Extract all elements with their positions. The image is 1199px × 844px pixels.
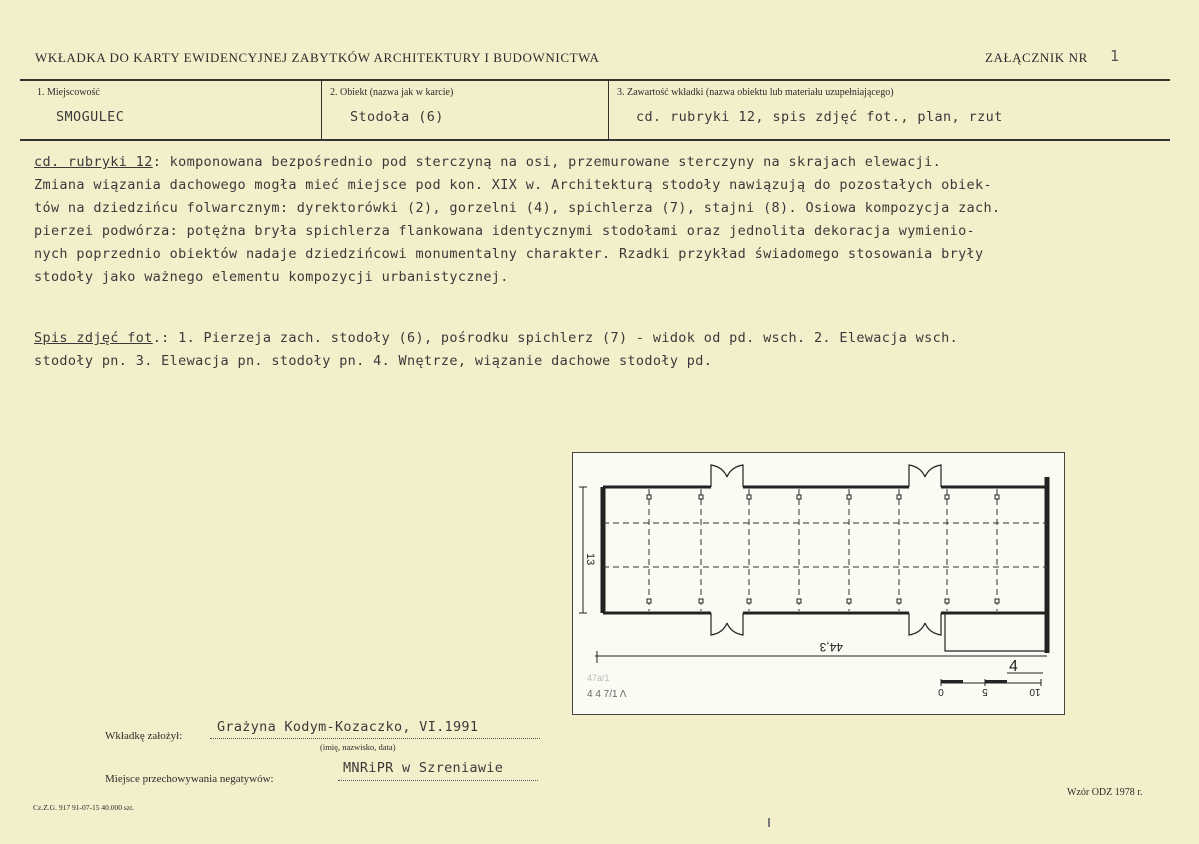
- handwritten-note: 47a/1: [587, 673, 610, 683]
- description-paragraph: [34, 151, 1000, 289]
- post-markers: [647, 495, 999, 603]
- text-line: stodoły jako ważnego elementu kompozycji urbanistycznej.: [34, 269, 509, 285]
- attachment-label: ZAŁĄCZNIK NR: [985, 50, 1088, 65]
- founder-label: Wkładkę założył:: [105, 730, 183, 742]
- location-value: SMOGULEC: [56, 109, 125, 125]
- negatives-label: Miejsce przechowywania negatywów:: [105, 773, 274, 785]
- print-info: Cz.Z.G. 917 91-07-15 40.000 szt.: [33, 803, 135, 812]
- text-line: tów na dziedzińcu folwarcznym: dyrektorówki (2), gorzelni (4), spichlerza (7), stajni (8). Osiowa kompozycja zach.: [34, 200, 1001, 216]
- scale-label: 0: [938, 686, 944, 697]
- text-line: cd. rubryki 12: komponowana bezpośrednio pod sterczyną na osi, przemurowane sterczyny na skrajach elewacji.: [34, 154, 942, 170]
- handwritten-note: 4 4 7/1 Λ: [587, 689, 627, 700]
- punch-mark: [768, 818, 770, 827]
- text-line: pierzei podwórza: potężna bryła spichlerza flankowana identycznymi stodołami oraz jednolita dekoracja wymienio-: [34, 223, 976, 239]
- scale-label: 10: [1029, 686, 1041, 697]
- founder-caption: (imię, nazwisko, data): [320, 742, 396, 752]
- floor-plan-drawing: [572, 452, 1065, 715]
- negatives-value: MNRiPR w Szreniawie: [343, 760, 504, 776]
- floor-plan-svg: [573, 453, 1064, 714]
- text-line: nych poprzednio obiektów nadaje dziedzińcowi monumentalny charakter. Rzadki przykład świadomego stosowania bryły: [34, 246, 984, 262]
- scale-mark: 4: [1009, 658, 1018, 675]
- photo-list-paragraph: [34, 327, 958, 373]
- text-line: Spis zdjęć fot.: 1. Pierzeja zach. stodoły (6), pośrodku spichlerz (7) - widok od pd. wsch. 2. Elewacja wsch.: [34, 330, 959, 346]
- annex-outline: [945, 613, 1047, 651]
- field-divider: [608, 80, 609, 139]
- text-line: Zmiana wiązania dachowego mogła mieć miejsce pod kon. XIX w. Architekturą stodoły nawiązują do pozostałych obiek-: [34, 177, 992, 193]
- text-line: stodoły pn. 3. Elewacja pn. stodoły pn. 4. Wnętrze, wiązanie dachowe stodoły pd.: [34, 353, 713, 369]
- content-label: 3. Zawartość wkładki (nazwa obiektu lub materiału uzupełniającego): [617, 87, 894, 98]
- header-rule: [20, 79, 1170, 81]
- fields-rule: [20, 139, 1170, 141]
- object-label: 2. Obiekt (nazwa jak w karcie): [330, 87, 454, 98]
- location-label: 1. Miejscowość: [37, 87, 100, 98]
- length-dimension-label: 44,3: [819, 640, 843, 654]
- section-heading: Spis zdjęć fot: [34, 330, 153, 346]
- attachment-number: 1: [1110, 47, 1120, 65]
- dotted-line: [210, 738, 540, 739]
- content-value: cd. rubryki 12, spis zdjęć fot., plan, rzut: [636, 109, 1003, 125]
- form-info: Wzór ODZ 1978 r.: [1067, 787, 1143, 798]
- object-value: Stodoła (6): [350, 109, 444, 125]
- scale-label: 5: [982, 686, 988, 697]
- card-title: WKŁADKA DO KARTY EWIDENCYJNEJ ZABYTKÓW ARCHITEKTURY I BUDOWNICTWA: [35, 50, 600, 65]
- width-dimension-label: 13: [584, 553, 596, 566]
- field-divider: [321, 80, 322, 139]
- structural-grid: [603, 489, 1047, 611]
- founder-value: Grażyna Kodym-Kozaczko, VI.1991: [217, 719, 479, 735]
- dotted-line: [338, 780, 538, 781]
- section-heading: cd. rubryki 12: [34, 154, 153, 170]
